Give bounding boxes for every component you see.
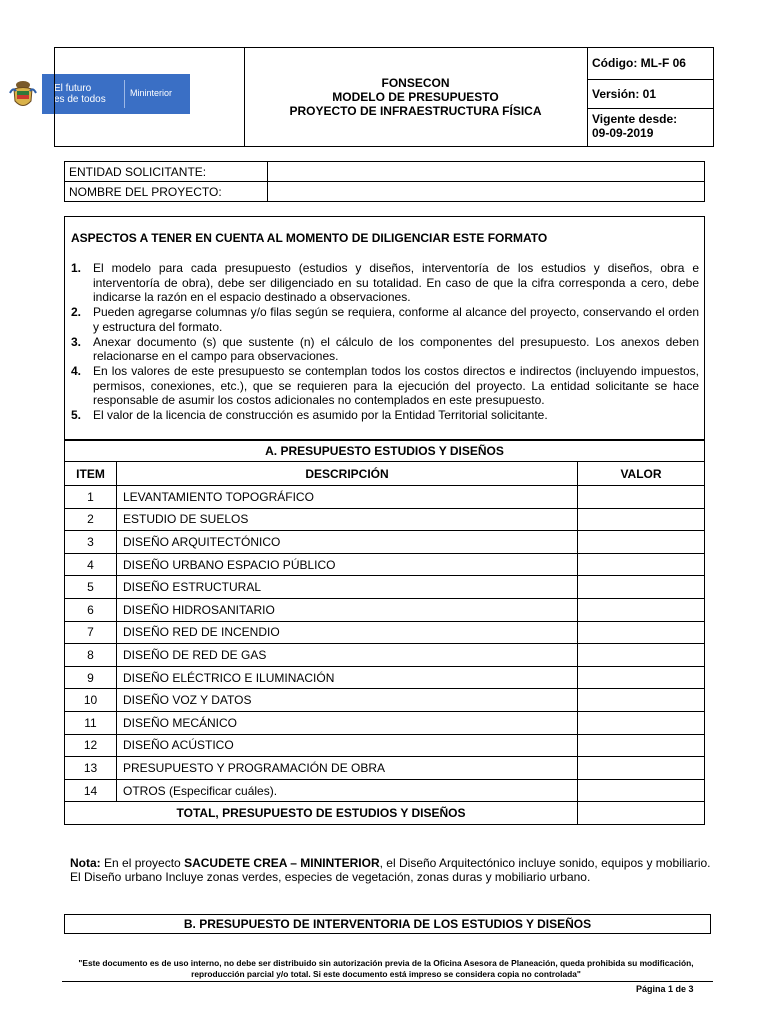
row-value-field[interactable] (578, 779, 705, 802)
row-value-field[interactable] (578, 553, 705, 576)
col-item-header: ITEM (65, 462, 117, 486)
budget-table-a (64, 440, 705, 825)
project-label: NOMBRE DEL PROYECTO: (65, 182, 268, 202)
instruction-text: El valor de la licencia de construcción es asumido por la Entidad Territorial solicitante. (93, 408, 548, 423)
document-header (54, 47, 714, 147)
instruction-number: 5. (71, 408, 82, 423)
row-description: DISEÑO ESTRUCTURAL (117, 576, 578, 599)
row-item: 8 (65, 644, 117, 667)
section-a-title: A. PRESUPUESTO ESTUDIOS Y DISEÑOS (65, 441, 705, 462)
row-description: OTROS (Especificar cuáles). (117, 779, 578, 802)
row-value-field[interactable] (578, 576, 705, 599)
row-value-field[interactable] (578, 666, 705, 689)
col-value-header: VALOR (578, 462, 705, 486)
table-row (65, 689, 705, 712)
instruction-text: El modelo para cada presupuesto (estudios y diseños, interventoría de los estudios y diseños, obra e interventoría de obra), debe ser diligenciado en su totalidad. En caso de que la cifra corresponda a cero, debe indicarse la razón en el espacio destinado a observaciones. (93, 261, 699, 305)
table-row (65, 486, 705, 509)
entity-table (64, 161, 705, 202)
row-description: DISEÑO URBANO ESPACIO PÚBLICO (117, 553, 578, 576)
table-row (65, 553, 705, 576)
row-description: DISEÑO RED DE INCENDIO (117, 621, 578, 644)
row-value-field[interactable] (578, 689, 705, 712)
document-code: Código: ML-F 06 (588, 48, 714, 80)
row-description: DISEÑO MECÁNICO (117, 711, 578, 734)
tagline-line-2: es de todos (54, 94, 106, 105)
row-item: 12 (65, 734, 117, 757)
project-row (65, 182, 705, 202)
row-item: 9 (65, 666, 117, 689)
row-description: DISEÑO DE RED DE GAS (117, 644, 578, 667)
row-value-field[interactable] (578, 711, 705, 734)
row-item: 1 (65, 486, 117, 509)
table-row (65, 621, 705, 644)
instruction-number: 4. (71, 363, 82, 378)
table-row (65, 508, 705, 531)
table-header-row (65, 462, 705, 486)
row-description: DISEÑO HIDROSANITARIO (117, 598, 578, 621)
note-text-1: En el proyecto (100, 856, 185, 870)
row-item: 3 (65, 531, 117, 554)
row-item: 14 (65, 779, 117, 802)
instruction-text: En los valores de este presupuesto se contemplan todos los costos directos e indirectos (incluyendo impuestos, permisos, conexiones, etc.), que se requieren para la ejecución del proyecto. La entidad solicitante se hace responsable de asumir los costos adicionales no contemplados en este presupuesto. (93, 363, 699, 408)
table-row (65, 531, 705, 554)
title-line-1: FONSECON (381, 76, 450, 90)
document-title (244, 48, 588, 146)
section-a-title-row (65, 441, 705, 462)
row-value-field[interactable] (578, 486, 705, 509)
row-value-field[interactable] (578, 508, 705, 531)
col-description-header: DESCRIPCIÓN (117, 462, 578, 486)
tagline-line-1: El futuro (54, 83, 92, 94)
applicant-field[interactable] (268, 162, 705, 182)
row-item: 2 (65, 508, 117, 531)
applicant-row (65, 162, 705, 182)
row-item: 4 (65, 553, 117, 576)
instructions-box (64, 216, 705, 440)
total-label: TOTAL, PRESUPUESTO DE ESTUDIOS Y DISEÑOS (65, 802, 578, 825)
instructions-list (71, 261, 699, 423)
row-value-field[interactable] (578, 734, 705, 757)
row-description: PRESUPUESTO Y PROGRAMACIÓN DE OBRA (117, 757, 578, 780)
valid-from-date: 09-09-2019 (592, 126, 654, 140)
row-value-field[interactable] (578, 531, 705, 554)
row-value-field[interactable] (578, 621, 705, 644)
instructions-title: ASPECTOS A TENER EN CUENTA AL MOMENTO DE DILIGENCIAR ESTE FORMATO (71, 231, 548, 245)
note-line-1 (70, 856, 720, 870)
valid-from-label: Vigente desde: (592, 112, 678, 126)
total-row (65, 802, 705, 825)
row-item: 13 (65, 757, 117, 780)
row-description: DISEÑO ARQUITECTÓNICO (117, 531, 578, 554)
total-value-field[interactable] (578, 802, 705, 825)
title-line-3: PROYECTO DE INFRAESTRUCTURA FÍSICA (289, 104, 542, 118)
note-label: Nota: (70, 856, 101, 870)
logo-cell (55, 48, 245, 146)
row-value-field[interactable] (578, 757, 705, 780)
row-description: DISEÑO ELÉCTRICO E ILUMINACIÓN (117, 666, 578, 689)
instruction-item (71, 305, 699, 334)
row-value-field[interactable] (578, 598, 705, 621)
table-row (65, 576, 705, 599)
instruction-text: Pueden agregarse columnas y/o filas según se requiera, conforme al alcance del proyecto, conservando el orden y estructura del formato. (93, 305, 699, 334)
instruction-item (71, 408, 699, 423)
page-number: Página 1 de 3 (636, 984, 694, 994)
note-project-name: SACUDETE CREA – MININTERIOR (184, 856, 380, 870)
table-row (65, 666, 705, 689)
row-description: DISEÑO VOZ Y DATOS (117, 689, 578, 712)
table-row (65, 598, 705, 621)
row-item: 7 (65, 621, 117, 644)
instruction-number: 2. (71, 305, 82, 320)
table-row (65, 711, 705, 734)
note-text-2: , el Diseño Arquitectónico incluye sonido, equipos y mobiliario. (379, 856, 711, 870)
row-item: 6 (65, 598, 117, 621)
instruction-number: 3. (71, 334, 82, 349)
row-description: ESTUDIO DE SUELOS (117, 508, 578, 531)
table-row (65, 734, 705, 757)
note-line-2: El Diseño urbano Incluye zonas verdes, especies de vegetación, zonas duras y mobiliario urbano. (70, 870, 591, 884)
instruction-item (71, 261, 699, 305)
table-row (65, 757, 705, 780)
instruction-number: 1. (71, 261, 82, 275)
title-line-2: MODELO DE PRESUPUESTO (332, 90, 499, 104)
row-item: 10 (65, 689, 117, 712)
table-row (65, 644, 705, 667)
project-field[interactable] (268, 182, 705, 202)
table-row (65, 779, 705, 802)
valid-from (588, 109, 714, 146)
applicant-label: ENTIDAD SOLICITANTE: (65, 162, 268, 182)
instruction-text: Anexar documento (s) que sustente (n) el cálculo de los componentes del presupuesto. Los anexos deben relacionarse en el campo para observaciones. (93, 334, 699, 364)
coat-of-arms-icon (7, 77, 39, 113)
footer-divider (62, 981, 713, 982)
section-b-title: B. PRESUPUESTO DE INTERVENTORIA DE LOS ESTUDIOS Y DISEÑOS (64, 914, 711, 934)
note-block (70, 856, 720, 884)
row-description: DISEÑO ACÚSTICO (117, 734, 578, 757)
footer-disclaimer: "Este documento es de uso interno, no debe ser distribuido sin autorización previa de la Oficina Asesora de Planeación, queda prohibida su modificación, reproducción parcial y/o total. Si este documento está impreso se considera copia no controlada" (78, 958, 694, 979)
row-item: 11 (65, 711, 117, 734)
instruction-item (71, 364, 699, 408)
document-version: Versión: 01 (588, 80, 714, 109)
instruction-item (71, 335, 699, 364)
row-value-field[interactable] (578, 644, 705, 667)
row-item: 5 (65, 576, 117, 599)
ministry-name: Mininterior (130, 88, 173, 98)
row-description: LEVANTAMIENTO TOPOGRÁFICO (117, 486, 578, 509)
